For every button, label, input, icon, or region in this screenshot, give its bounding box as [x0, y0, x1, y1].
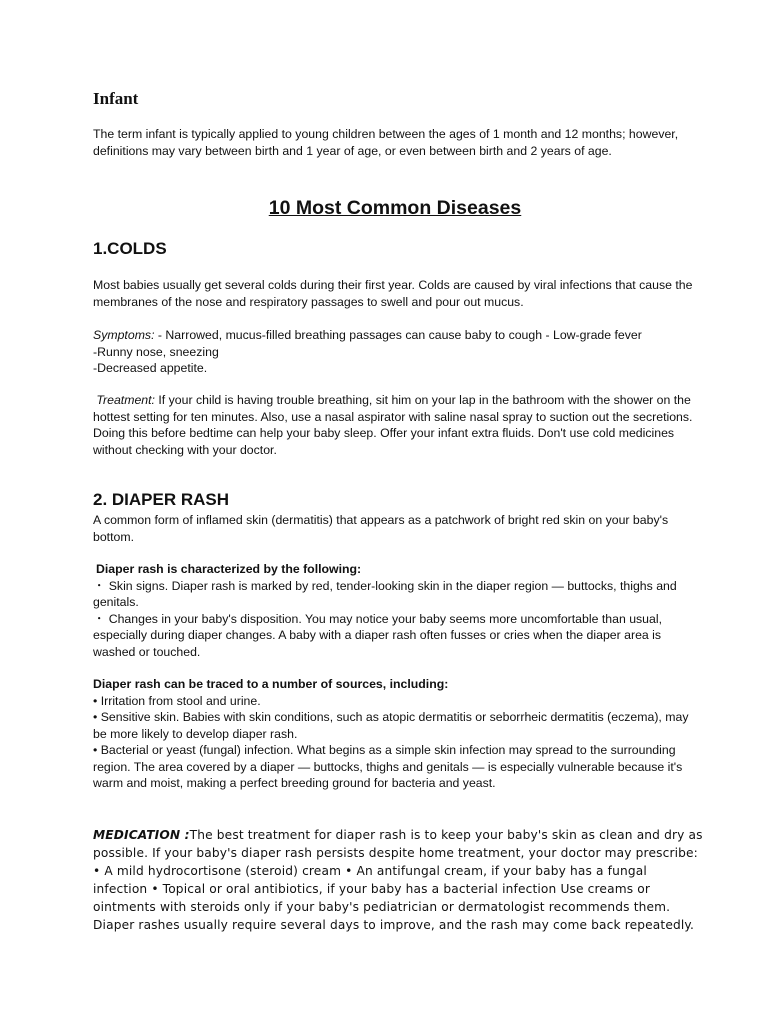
characterized-heading: Diaper rash is characterized by the following: — [96, 562, 362, 576]
colds-heading: 1.COLDS — [93, 239, 167, 258]
symptoms-label: Symptoms: — [93, 328, 155, 342]
treatment-text: If your child is having trouble breathing, sit him on your lap in the bathroom with the shower on the hottest setting for ten minutes. Also, use a nasal aspirator with saline nasal spray to suction out the secretions. Doing this before bedtime can help your baby sleep. Offer your infant extra fluids. Don't use cold medicines without checking with your doctor. — [93, 393, 693, 457]
medication-line: possible. If your baby's diaper rash persists despite home treatment, your doctor may prescribe: — [93, 846, 698, 860]
treatment-label: Treatment: — [96, 393, 155, 407]
symptoms-line: -Runny nose, sneezing — [93, 344, 219, 359]
medication-line: ointments with steroids only if your baby's pediatrician or dermatologist recommends them. — [93, 900, 671, 914]
list-item: ・ Changes in your baby's disposition. You may notice your baby seems more uncomfortable than usual, especially during diaper changes. A baby with a diaper rash often fusses or cries when the diaper area is washed or touched. — [93, 611, 663, 659]
medication-line: Diaper rashes usually require several days to improve, and the rash may come back repeatedly. — [93, 918, 695, 932]
list-item: • Bacterial or yeast (fungal) infection. What begins as a simple skin infection may spread to the surrounding region. The area covered by a diaper — buttocks, thighs and genitals — is especially vulnerable because it's warm and moist, making a perfect breeding ground for bacteria and yeast. — [93, 743, 683, 790]
infant-heading: Infant — [93, 89, 139, 108]
symptoms-line: - Narrowed, mucus-filled breathing passages can cause baby to cough - Low-grade fever — [154, 328, 642, 342]
medication-line: infection • Topical or oral antibiotics, if your baby has a bacterial infection Use creams or — [93, 882, 651, 896]
symptoms-line: -Decreased appetite. — [93, 361, 208, 375]
medication-line: The best treatment for diaper rash is to keep your baby's skin as clean and dry as — [189, 828, 703, 842]
diaper-rash-intro: A common form of inflamed skin (dermatitis) that appears as a patchwork of bright red skin on your baby's bottom. — [93, 513, 669, 544]
medication-label: MEDICATION : — [93, 828, 190, 842]
medication-section — [93, 826, 705, 934]
colds-symptoms — [93, 327, 705, 377]
infant-definition: The term infant is typically applied to young children between the ages of 1 month and 12 months; however, definitions may vary between birth and 1 year of age, or even between birth and 2 years of age. — [93, 127, 679, 158]
list-item: ・ Skin signs. Diaper rash is marked by red, tender-looking skin in the diaper region — buttocks, thighs and genitals. — [93, 578, 677, 609]
characterized-section — [93, 561, 705, 660]
sources-heading: Diaper rash can be traced to a number of sources, including: — [93, 677, 449, 691]
document-title: 10 Most Common Diseases — [268, 197, 522, 219]
sources-section — [93, 676, 705, 792]
diaper-rash-heading: 2. DIAPER RASH — [93, 490, 230, 509]
list-item: • Irritation from stool and urine. — [93, 693, 261, 708]
colds-intro: Most babies usually get several colds during their first year. Colds are caused by viral infections that cause the membranes of the nose and respiratory passages to swell and pour out mucus. — [93, 278, 693, 309]
medication-line: • A mild hydrocortisone (steroid) cream • An antifungal cream, if your baby has a fungal — [93, 864, 647, 878]
colds-treatment — [93, 392, 705, 458]
list-item: • Sensitive skin. Babies with skin conditions, such as atopic dermatitis or seborrheic dermatitis (eczema), may be more likely to develop diaper rash. — [93, 710, 689, 741]
